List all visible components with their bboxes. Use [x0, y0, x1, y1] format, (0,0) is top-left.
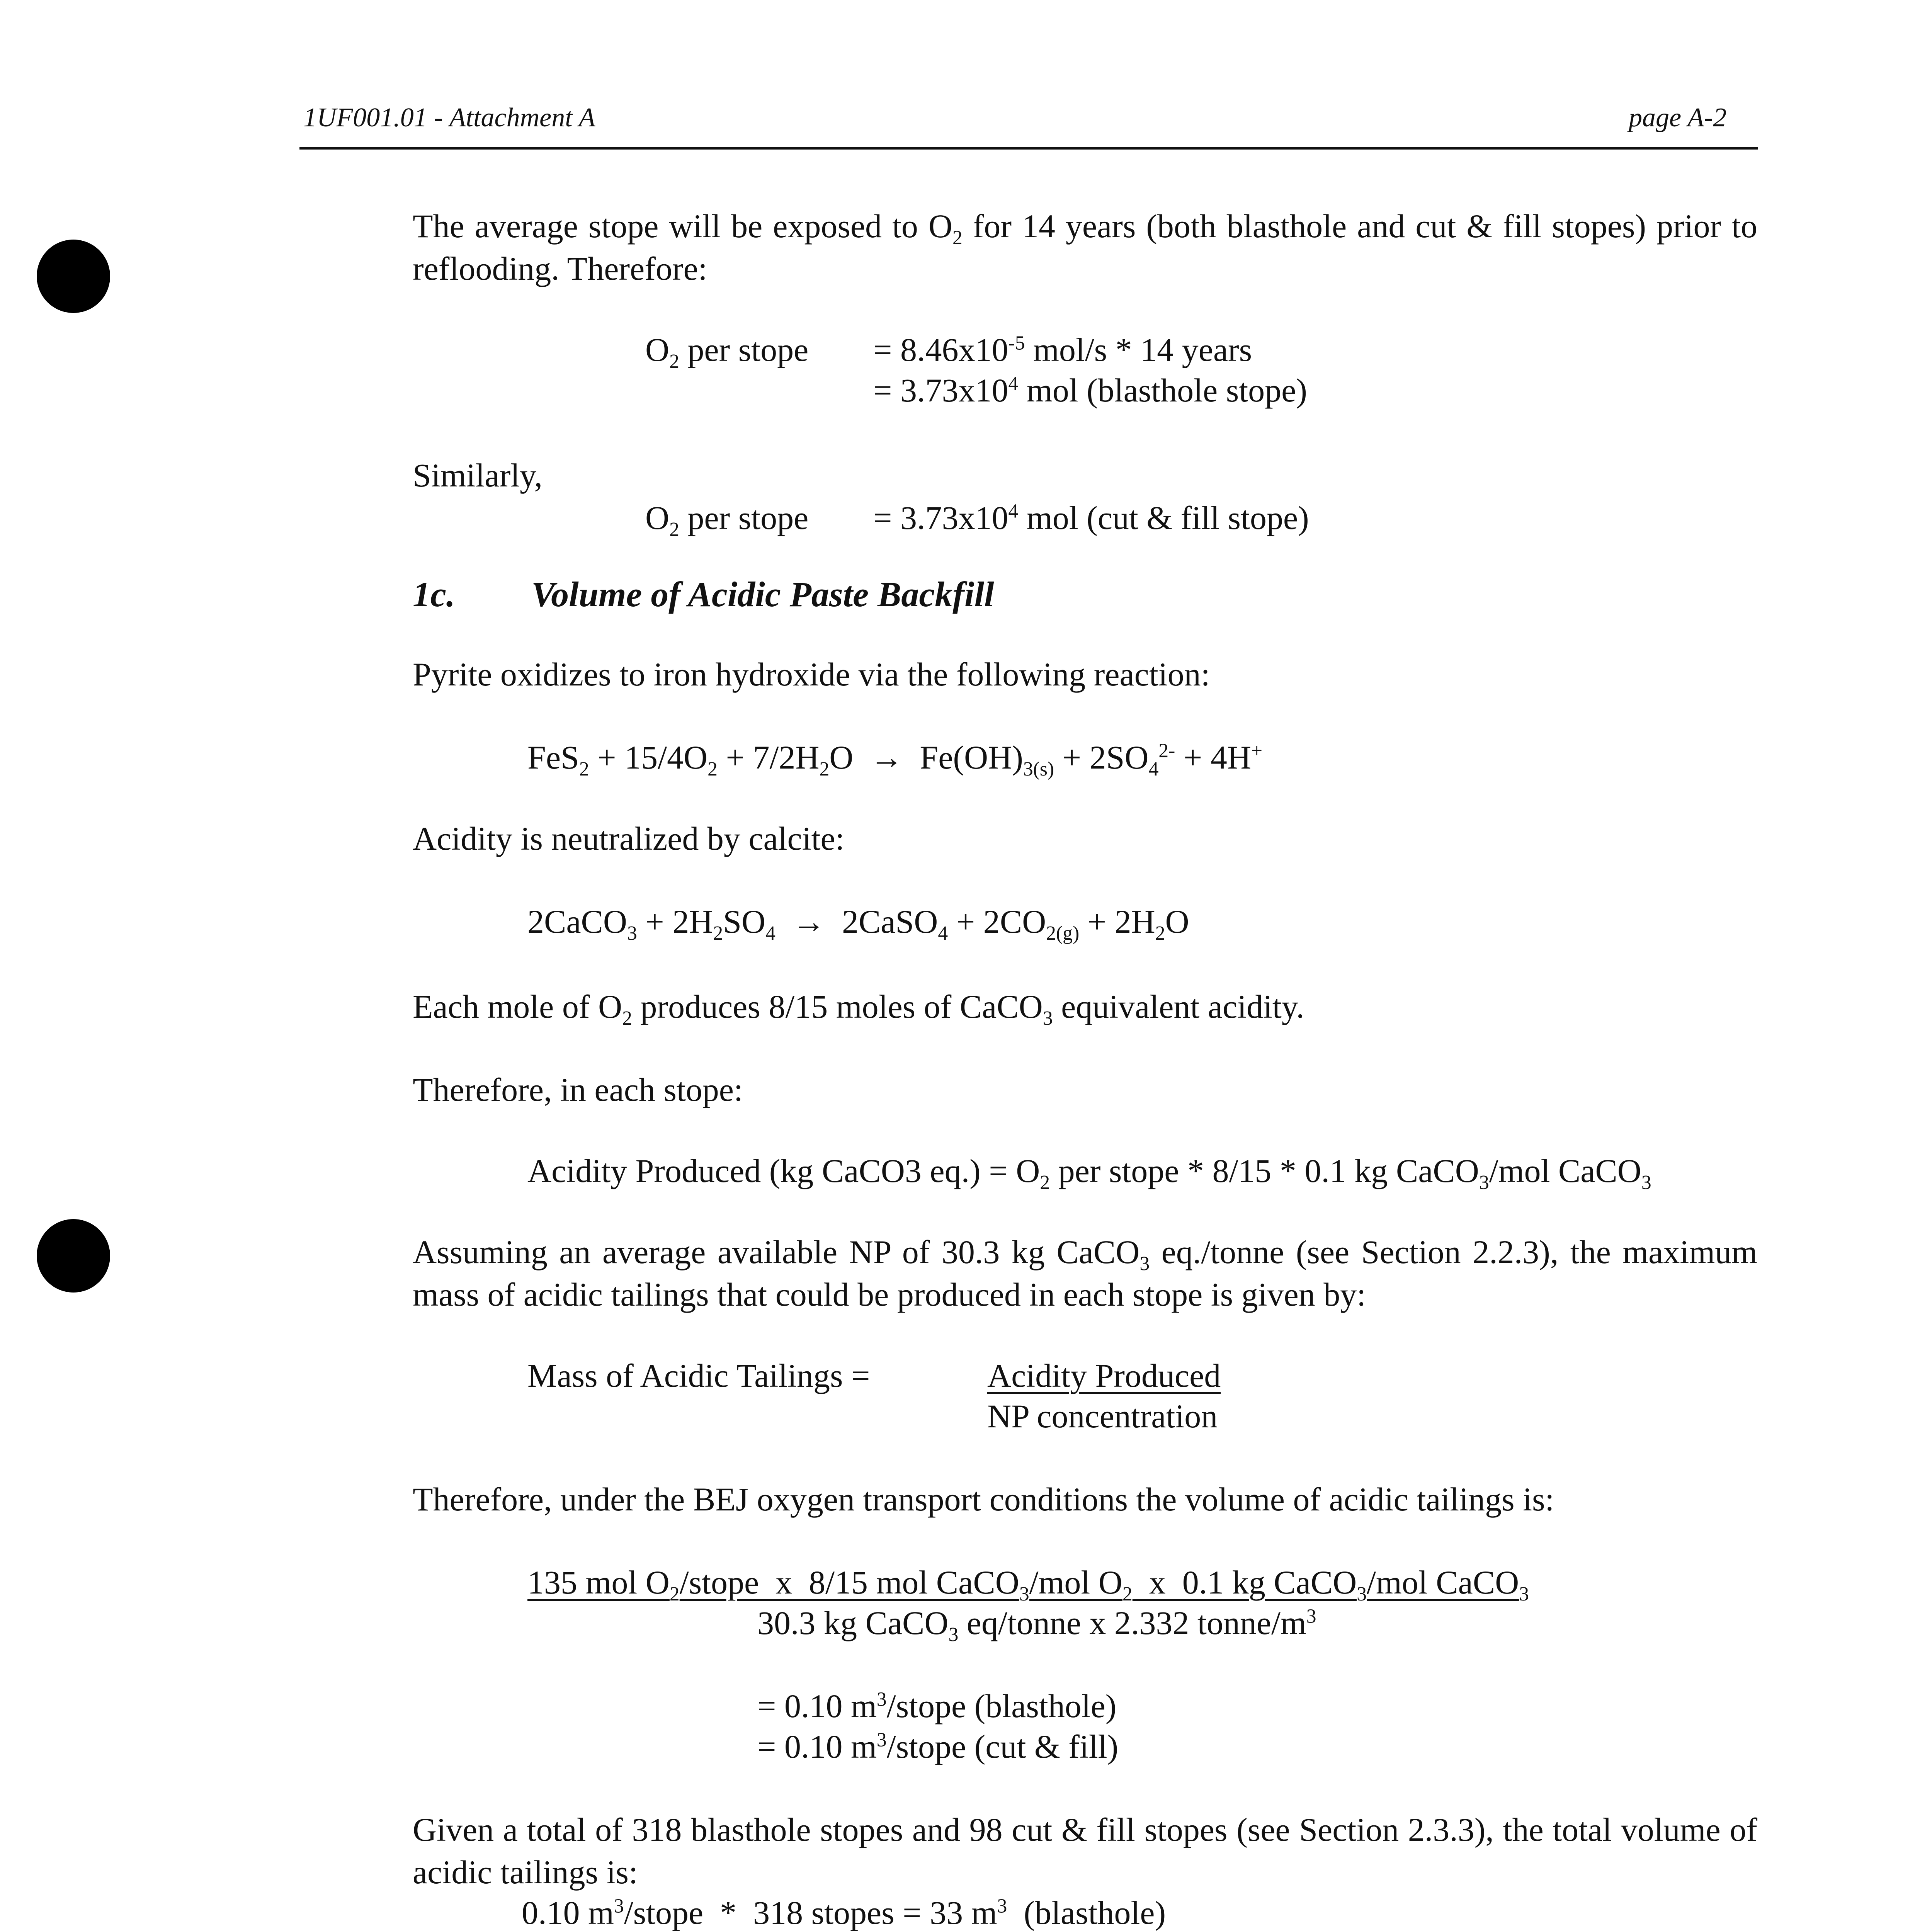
punch-hole-top — [37, 240, 110, 313]
mole-text: Each mole of $O_2$ produces 8/15 moles of CaCO$_3$ equivalent acidity. — [413, 988, 1304, 1030]
section-title: Volume of Acidic Paste Backfill — [531, 575, 994, 614]
eq-o2-line2: = $3.73x10^4$ mol (blasthole stope) — [873, 372, 1307, 409]
mass-eq-label: Mass of Acidic Tailings = — [527, 1357, 870, 1394]
header-left: 1UF001.01 - Attachment A — [303, 103, 595, 133]
punch-hole-middle — [37, 1219, 110, 1293]
reaction-pyrite: $FeS_2 + 15/4O_2 + 7/2H_2O \to Fe(OH)_{3(s)} + 2SO_4^{2-} + 4H^+$ — [527, 739, 1263, 781]
eq-o2-label: $O_2$ per stope — [645, 331, 809, 373]
header-rule — [299, 147, 1758, 150]
paragraph-exposure-text: The average stope will be exposed to $O_2$ for 14 years (both blasthole and cut & fill stopes) prior to reflooding. Therefore: — [413, 207, 1757, 287]
totals-line1: 0.10 $m^3$/stope * 318 stopes = 33 $m^3$ (blasthole) — [522, 1894, 1166, 1931]
eq-o2-line1: = $8.46x10^{-5}$ mol/s * 14 years — [873, 331, 1252, 368]
eq-o2-cutfill-value: = $3.73x10^4$ mol (cut & fill stope) — [873, 499, 1309, 536]
therefore-bej: Therefore, under the BEJ oxygen transport conditions the volume of acidic tailings is: — [413, 1481, 1554, 1518]
pyrite-intro: Pyrite oxidizes to iron hydroxide via the following reaction: — [413, 656, 1210, 693]
reaction-calcite: 2CaCO$_3$ + $2H_2SO_4$ → 2CaSO$_4$ + $2CO_{2(g)} + 2H_2O$ — [527, 903, 1189, 945]
volume-eq-numerator: 135 mol $O_2$/stope x 8/15 mol CaCO$_3$/mol $O_2$ x 0.1 kg CaCO$_3$/mol CaCO$_3$ — [527, 1564, 1529, 1605]
mass-eq-numerator: Acidity Produced — [987, 1357, 1221, 1394]
therefore-each: Therefore, in each stope: — [413, 1071, 743, 1108]
eq-o2-cutfill-label: $O_2$ per stope — [645, 499, 809, 541]
paragraph-exposure — [413, 205, 1757, 290]
volume-eq-denominator: 30.3 kg CaCO$_3$ eq/tonne x 2.332 tonne/$m^3$ — [757, 1604, 1316, 1646]
header-right: page A-2 — [1629, 103, 1727, 133]
section-number: 1c. — [413, 575, 455, 614]
volume-result-cutfill: = 0.10 $m^3$/stope (cut & fill) — [757, 1728, 1119, 1765]
similarly-text: Similarly, — [413, 457, 543, 494]
volume-result-blasthole: = 0.10 $m^3$/stope (blasthole) — [757, 1687, 1117, 1725]
acidity-intro: Acidity is neutralized by calcite: — [413, 820, 845, 857]
paragraph-given: Given a total of 318 blasthole stopes and 98 cut & fill stopes (see Section 2.3.3), the total volume of acidic tailings is: — [413, 1811, 1757, 1891]
acidity-equation: Acidity Produced (kg CaCO3 $eq.) = O_2$ per stope * 8/15 * 0.1 kg CaCO$_3$/mol CaCO$_3$ — [527, 1152, 1651, 1194]
paragraph-assuming: Assuming an average available NP of 30.3 kg CaCO$_3$ eq./tonne (see Section 2.2.3), the maximum mass of acidic tailings that could be produced in each stope is given by: — [413, 1233, 1758, 1313]
mass-eq-denominator: NP concentration — [987, 1398, 1218, 1435]
